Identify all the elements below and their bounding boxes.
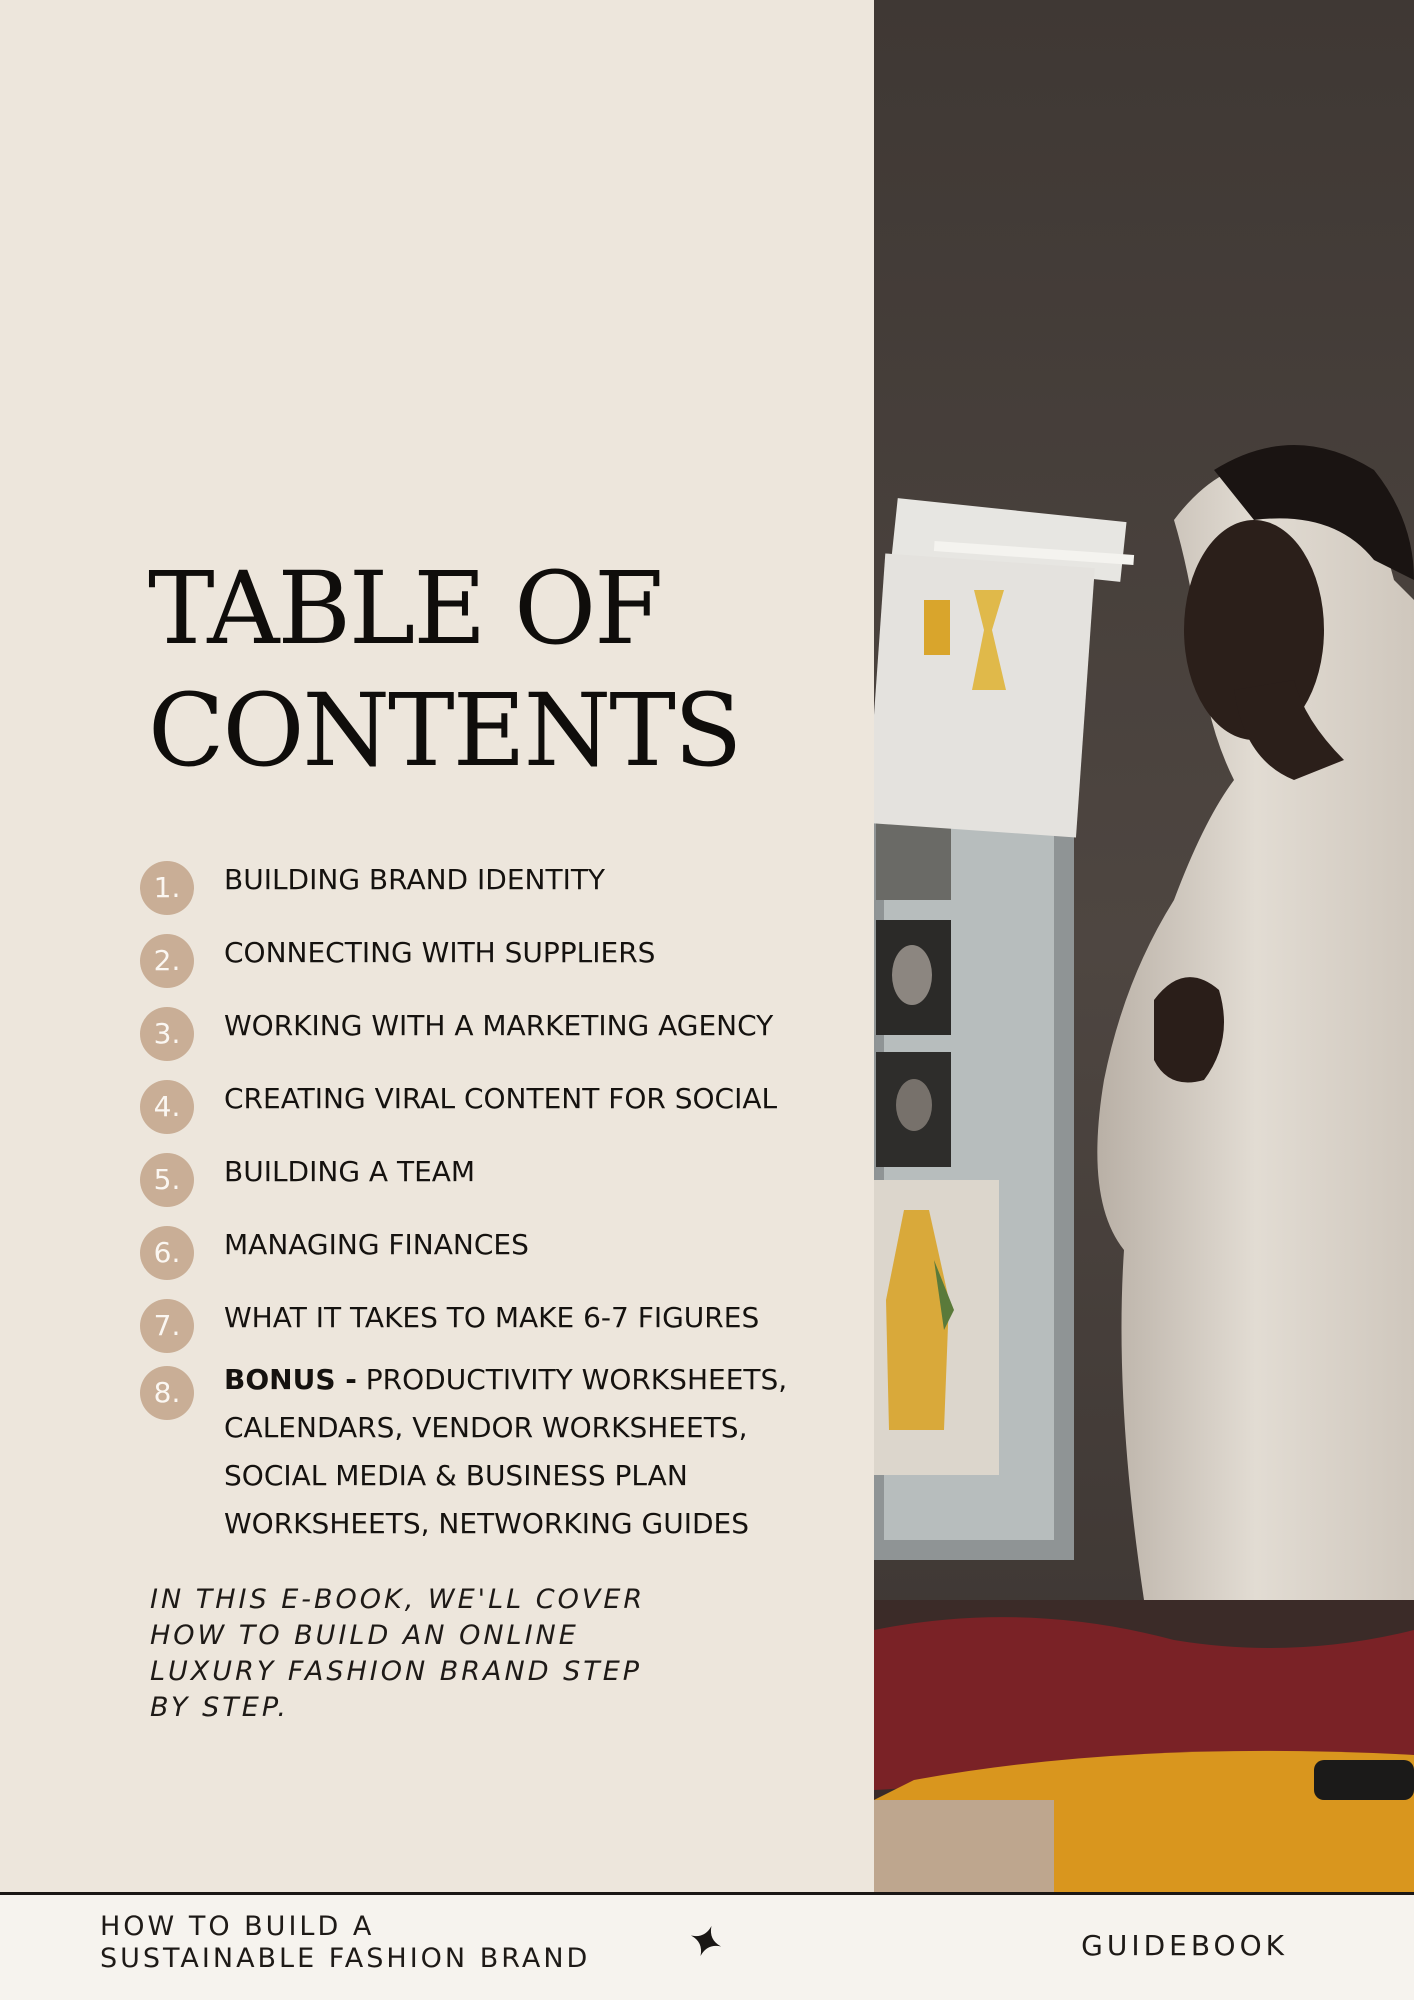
intro-line-2: HOW TO BUILD AN ONLINE: [150, 1620, 579, 1651]
toc-number-badge: 6.: [140, 1226, 194, 1280]
toc-number-badge: 4.: [140, 1080, 194, 1134]
footer: [0, 1895, 1414, 2000]
bonus-line-3: SOCIAL MEDIA & BUSINESS PLAN: [224, 1459, 688, 1492]
toc-item-text: MANAGING FINANCES: [224, 1228, 529, 1261]
title-line-1: TABLE OF: [148, 550, 662, 667]
toc-number-badge: 5.: [140, 1153, 194, 1207]
title-line-2: CONTENTS: [148, 672, 741, 789]
toc-number-badge: 8.: [140, 1366, 194, 1420]
toc-item-text: CREATING VIRAL CONTENT FOR SOCIAL: [224, 1082, 778, 1115]
footer-title-line-2: SUSTAINABLE FASHION BRAND: [100, 1943, 591, 1974]
bonus-line-4: WORKSHEETS, NETWORKING GUIDES: [224, 1507, 749, 1540]
toc-item-text: WORKING WITH A MARKETING AGENCY: [224, 1009, 774, 1042]
bonus-label: BONUS -: [224, 1363, 357, 1396]
intro-line-1: IN THIS E-BOOK, WE'LL COVER: [150, 1584, 646, 1615]
woman-in-atelier-photo: [874, 0, 1414, 1892]
page-title: [148, 548, 740, 792]
toc-item-text: [224, 1356, 884, 1404]
toc-number-badge: 2.: [140, 934, 194, 988]
four-point-star-icon: [688, 1923, 724, 1959]
toc-number-badge: 1.: [140, 861, 194, 915]
toc-item-text: BUILDING BRAND IDENTITY: [224, 863, 606, 896]
bonus-line-2: CALENDARS, VENDOR WORKSHEETS,: [224, 1411, 748, 1444]
intro-line-4: BY STEP.: [150, 1692, 289, 1723]
bonus-line-1: PRODUCTIVITY WORKSHEETS,: [365, 1363, 788, 1396]
intro-line-3: LUXURY FASHION BRAND STEP: [150, 1656, 643, 1687]
toc-item-text: WHAT IT TAKES TO MAKE 6-7 FIGURES: [224, 1301, 760, 1334]
footer-title-line-1: HOW TO BUILD A: [100, 1911, 375, 1942]
intro-text: [150, 1582, 770, 1726]
toc-number-badge: 3.: [140, 1007, 194, 1061]
toc-item-text: CONNECTING WITH SUPPLIERS: [224, 936, 656, 969]
footer-guidebook-label: GUIDEBOOK: [1081, 1929, 1288, 1962]
toc-number-badge: 7.: [140, 1299, 194, 1353]
toc-item-text: BUILDING A TEAM: [224, 1155, 476, 1188]
footer-book-title: [100, 1911, 590, 1975]
